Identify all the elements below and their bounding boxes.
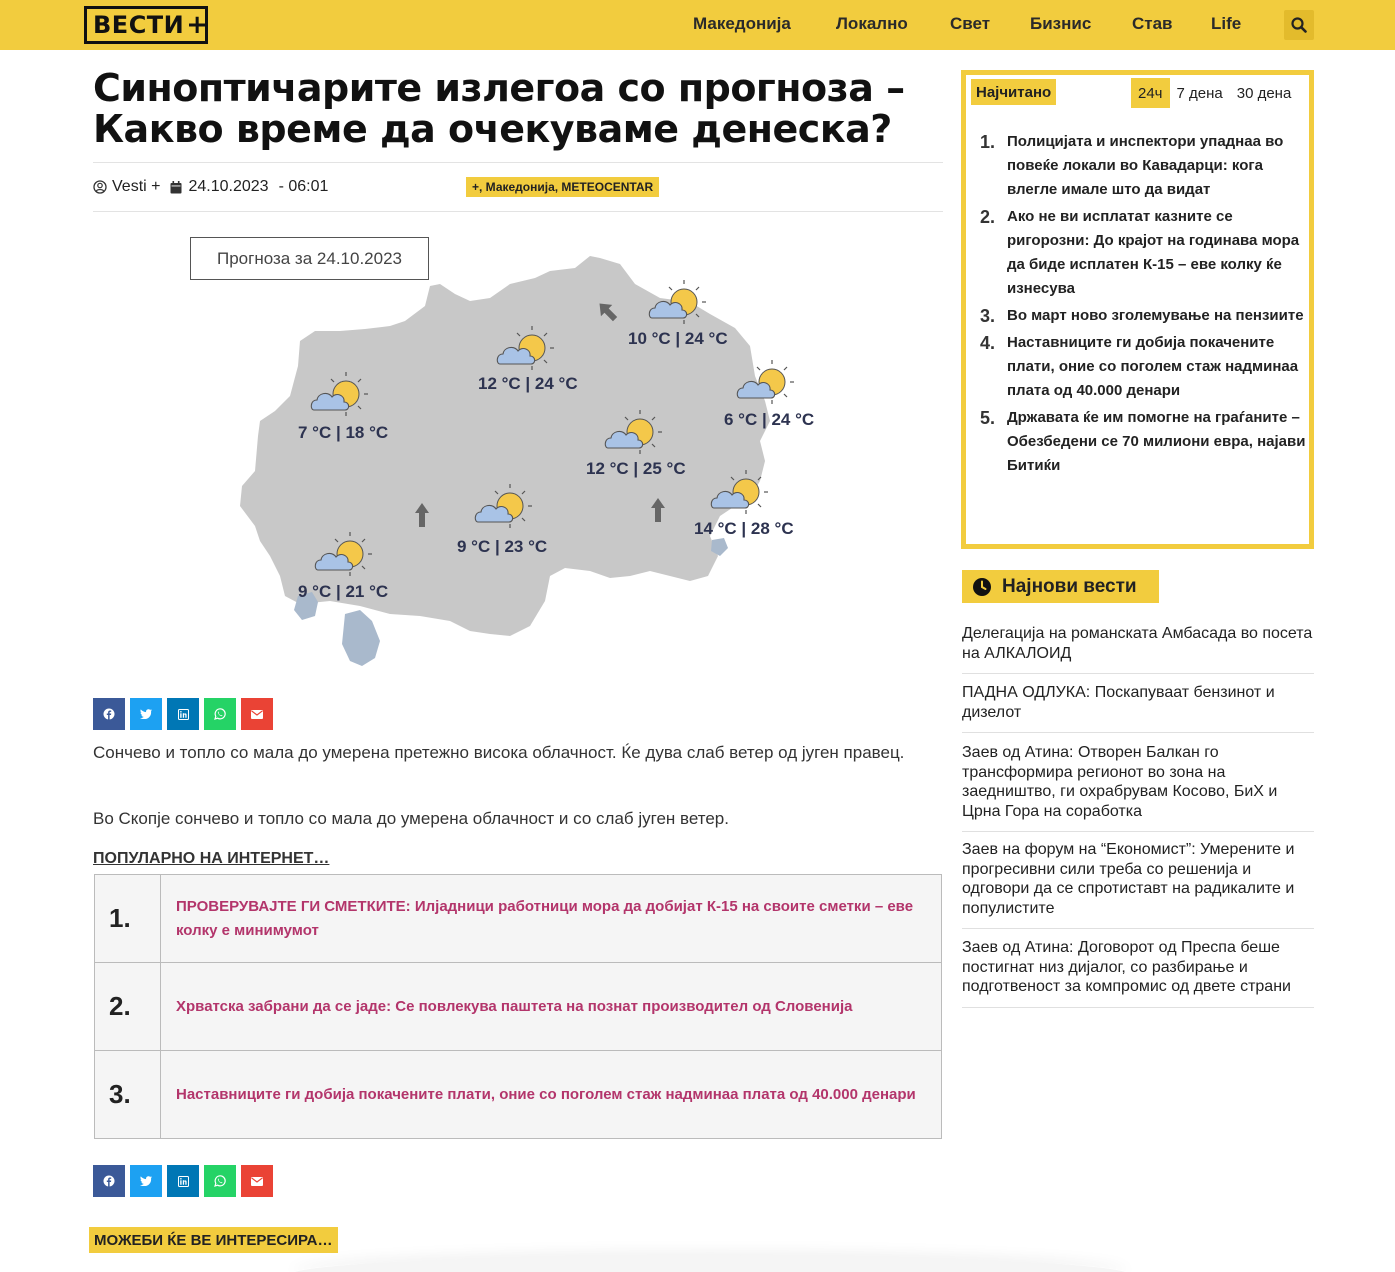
temperature-label: 9 °C | 23 °C (457, 537, 548, 556)
table-row (95, 875, 942, 963)
main-nav (0, 14, 1395, 36)
logo-plus: + (186, 10, 209, 40)
share-whatsapp-button[interactable] (204, 1165, 236, 1197)
latest-news-item[interactable]: Заев на форум на “Економист”: Умерените и прогресивни сили треба со решенија и одговори да се спротиставт на радикалите и популистите (962, 840, 1314, 929)
search-icon (1291, 17, 1307, 33)
share-twitter-button[interactable] (130, 698, 162, 730)
most-read-tab[interactable]: Најчитано (971, 79, 1056, 105)
table-row (95, 1051, 942, 1139)
temperature-label: 9 °C | 21 °C (298, 582, 389, 601)
share-twitter-button[interactable] (130, 1165, 162, 1197)
most-read-link[interactable]: Државата ќе им помогне на граѓаните – Обезбедени се 70 милиони евра, најави Битиќи (1007, 409, 1306, 474)
most-read-link[interactable]: Во март ново зголемување на пензиите (1007, 307, 1304, 324)
most-read-link[interactable]: Полицијата и инспектори упаднаа во повеќе локали во Кавадарци: кога влегле имале што да видат (1007, 133, 1284, 198)
share-buttons (93, 698, 273, 730)
share-linkedin-button[interactable] (167, 1165, 199, 1197)
nav-item-opinion[interactable]: Став (1132, 14, 1173, 33)
twitter-icon (140, 709, 152, 719)
content-fade (290, 1255, 1130, 1272)
share-email-button[interactable] (241, 1165, 273, 1197)
clock-icon (972, 577, 992, 597)
share-linkedin-button[interactable] (167, 698, 199, 730)
latest-news-item[interactable]: Заев од Атина: Договорот од Преспа беше постигнат низ дијалог, со разбирање и подготвеност за компромис од двете страни (962, 938, 1314, 1008)
temperature-label: 7 °C | 18 °C (298, 423, 389, 442)
popular-rank: 2. (95, 963, 161, 1051)
list-item[interactable]: 4. Наставниците ги добија покачените плати, оние со поголем стаж надминаа плата од 40.000 денари (980, 331, 1306, 403)
logo-text: ВЕСТИ (93, 11, 185, 39)
table-row (95, 963, 942, 1051)
temperature-label: 12 °C | 24 °C (478, 374, 578, 393)
lake-ohrid (342, 610, 380, 666)
list-item[interactable]: 3. Во март ново зголемување на пензиите (980, 306, 1304, 326)
whatsapp-icon (214, 1175, 226, 1187)
popular-rank: 3. (95, 1051, 161, 1139)
latest-news-item[interactable]: ПАДНА ОДЛУКА: Поскапуваат бензинот и дизелот (962, 683, 1314, 733)
twitter-icon (140, 1176, 152, 1186)
most-read-widget (961, 70, 1314, 549)
email-icon (251, 710, 263, 719)
share-whatsapp-button[interactable] (204, 698, 236, 730)
article-paragraph: Во Скопје сончево и топло со мала до умерена облачност и со слаб југен ветер. (93, 809, 729, 828)
temperature-label: 12 °C | 25 °C (586, 459, 686, 478)
calendar-icon (170, 181, 182, 194)
latest-news-title: Најнови вести (1002, 575, 1137, 597)
forecast-date-label: Прогноза за 24.10.2023 (190, 237, 429, 280)
temperature-label: 14 °C | 28 °C (694, 519, 794, 538)
article-title: Синоптичарите излегоа со прогноза – Какво време да очекуваме денеска? (93, 66, 905, 151)
facebook-icon (103, 1175, 115, 1187)
popular-link[interactable]: Наставниците ги добија покачените плати, оние со поголем стаж надминаа плата од 40.000 денари (161, 1051, 942, 1139)
share-buttons (93, 1165, 273, 1197)
tab-24h[interactable]: 24ч (1131, 78, 1170, 108)
weather-map (190, 236, 830, 676)
email-icon (251, 1177, 263, 1186)
list-item[interactable]: 5. Државата ќе им помогне на граѓаните – Обезбедени се 70 милиони евра, најави Битиќи (980, 406, 1306, 478)
popular-rank: 1. (95, 875, 161, 963)
popular-link[interactable]: Хрватска забрани да се јаде: Се повлекува паштета на познат производител од Словенија (161, 963, 942, 1051)
temperature-label: 10 °C | 24 °C (628, 329, 728, 348)
nav-item-world[interactable]: Свет (950, 14, 991, 33)
most-read-link[interactable]: Наставниците ги добија покачените плати, оние со поголем стаж надминаа плата од 40.000 денари (1007, 334, 1299, 399)
share-facebook-button[interactable] (93, 698, 125, 730)
share-email-button[interactable] (241, 698, 273, 730)
share-facebook-button[interactable] (93, 1165, 125, 1197)
nav-item-macedonia[interactable]: Македонија (693, 14, 791, 33)
tab-7-days[interactable]: 7 дена (1176, 84, 1223, 102)
article-author[interactable]: Vesti + (112, 178, 161, 195)
nav-item-life[interactable]: Life (1211, 14, 1242, 33)
facebook-icon (103, 708, 115, 720)
period-tabs (1131, 78, 1298, 108)
article-date: 24.10.2023 (188, 178, 269, 195)
most-read-link[interactable]: Ако не ви исплатат казните се ригорозни: До крајот на годинава мора да биде исплатен К-15 – еве колку ќе изнесува (1007, 208, 1300, 297)
tab-30-days[interactable]: 30 дена (1236, 84, 1292, 102)
user-icon (93, 180, 107, 194)
article-paragraph: Сончево и топло со мала до умерена претежно висока облачност. Ќе дува слаб ветер од југен правец. (93, 743, 905, 762)
latest-news-item[interactable]: Делегација на романската Амбасада во посета на АЛКАЛОИД (962, 624, 1314, 674)
linkedin-icon (178, 1176, 189, 1187)
linkedin-icon (178, 709, 189, 720)
nav-item-business[interactable]: Бизнис (1030, 14, 1092, 33)
article-categories[interactable]: +, Македонија, METEOCENTAR (466, 177, 659, 197)
divider (93, 162, 943, 163)
nav-item-local[interactable]: Локално (836, 14, 908, 33)
latest-news-item[interactable]: Заев од Атина: Отворен Балкан го трансформира регионот во зона на заедништво, ги охрабрувам Косово, БиХ и Црна Гора на соработка (962, 743, 1314, 832)
most-read-list (980, 130, 1306, 481)
list-item[interactable]: 1. Полицијата и инспектори упаднаа во повеќе локали во Кавадарци: кога влегле имале што да видат (980, 130, 1306, 202)
temperature-label: 6 °C | 24 °C (724, 410, 815, 429)
article-meta (93, 177, 328, 197)
latest-news-heading (962, 570, 1159, 603)
search-button[interactable] (1284, 10, 1314, 40)
whatsapp-icon (214, 708, 226, 720)
list-item[interactable]: 2. Ако не ви исплатат казните се ригорозни: До крајот на годинава мора да биде исплатен К-15 – еве колку ќе изнесува (980, 205, 1306, 301)
maybe-interested-heading: МОЖЕБИ ЌЕ ВЕ ИНТЕРЕСИРА… (89, 1227, 338, 1253)
article-time: - 06:01 (278, 178, 329, 195)
popular-link[interactable]: ПРОВЕРУВАЈТЕ ГИ СМЕТКИТЕ: Илјадници работници мора да добијат К-15 на своите сметки – еве колку е минимумот (161, 875, 942, 963)
popular-table (94, 874, 942, 1139)
divider (93, 211, 943, 212)
popular-heading[interactable]: ПОПУЛАРНО НА ИНТЕРНЕТ… (93, 850, 330, 867)
